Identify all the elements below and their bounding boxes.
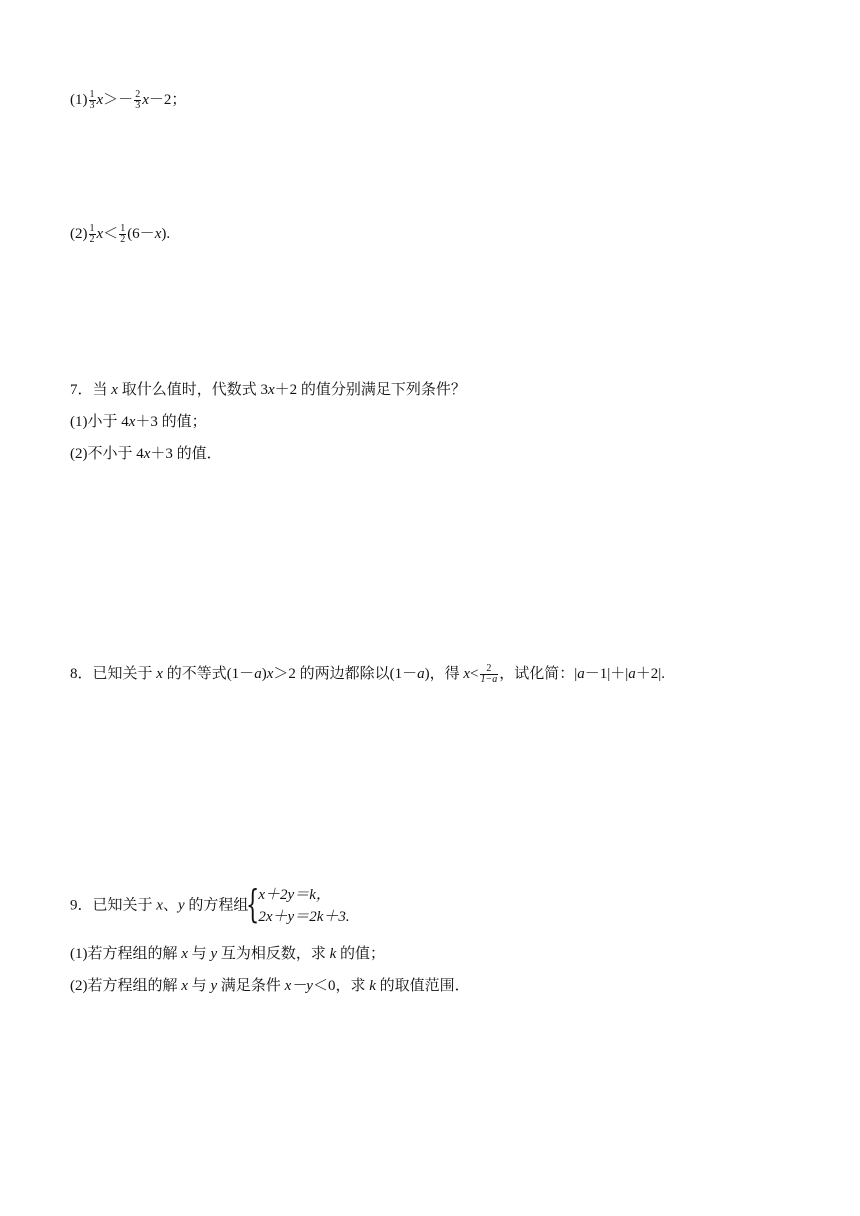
text: 的取值范围． bbox=[375, 978, 470, 994]
fraction bbox=[134, 90, 141, 111]
p7-stem bbox=[70, 380, 466, 400]
variable: x bbox=[181, 946, 188, 962]
variable: a bbox=[254, 666, 262, 682]
operator: ＞－ bbox=[103, 92, 134, 108]
operator: < bbox=[470, 666, 479, 682]
text: (2)不小于 4 bbox=[70, 446, 144, 462]
p9-sub1 bbox=[70, 944, 385, 964]
denominator: 1−a bbox=[480, 674, 498, 686]
variable: a bbox=[628, 666, 636, 682]
variable: x bbox=[143, 446, 151, 462]
denominator: 2 bbox=[120, 234, 126, 246]
variable: x bbox=[154, 226, 162, 242]
fraction bbox=[89, 224, 96, 245]
fraction bbox=[89, 90, 96, 111]
equation-2: 2x＋y＝2k＋3. bbox=[258, 909, 350, 925]
variable: y bbox=[210, 946, 218, 962]
numerator: 2 bbox=[480, 664, 499, 675]
variable: x bbox=[142, 92, 149, 108]
p7-sub2 bbox=[70, 444, 222, 464]
variable: a bbox=[417, 666, 425, 682]
part-label: (1) bbox=[70, 92, 88, 108]
part-label: (2) bbox=[70, 226, 88, 242]
text: (1)小于 4 bbox=[70, 414, 129, 430]
p8-stem bbox=[70, 664, 665, 685]
numerator: 2 bbox=[135, 89, 141, 101]
text: ＜0，求 bbox=[312, 978, 370, 994]
text: 与 bbox=[187, 946, 211, 962]
variable: x bbox=[156, 666, 163, 682]
text: 8．已知关于 bbox=[70, 666, 157, 682]
denominator: 2 bbox=[89, 234, 95, 246]
numerator: 1 bbox=[89, 223, 95, 235]
equation-system bbox=[248, 884, 349, 928]
text: 的值； bbox=[336, 946, 386, 962]
variable: x bbox=[266, 666, 274, 682]
text: －1|＋| bbox=[584, 666, 629, 682]
variable: k bbox=[369, 978, 376, 994]
text: )，得 bbox=[424, 666, 464, 682]
text: ＋2|. bbox=[635, 666, 666, 682]
paren-open: (6－ bbox=[127, 226, 155, 242]
variable: x bbox=[267, 382, 275, 398]
p6-part1 bbox=[70, 90, 186, 111]
p7-sub1 bbox=[70, 412, 207, 432]
variable: x bbox=[181, 978, 188, 994]
text: 与 bbox=[187, 978, 211, 994]
text: ＋3 的值． bbox=[150, 446, 222, 462]
numerator: 1 bbox=[120, 223, 126, 235]
fraction bbox=[480, 664, 499, 685]
text: 、 bbox=[162, 897, 178, 914]
left-brace: { bbox=[246, 882, 260, 926]
variable: y bbox=[210, 978, 218, 994]
text: ＞2 的两边都除以(1－ bbox=[273, 666, 418, 682]
p9-sub2 bbox=[70, 976, 470, 996]
text: ) bbox=[261, 666, 267, 682]
text: 取什么值时，代数式 3 bbox=[117, 382, 268, 398]
text: 9．已知关于 bbox=[70, 897, 157, 914]
operator: ＜ bbox=[103, 226, 119, 242]
variable: x bbox=[156, 897, 163, 914]
text: ＋2 的值分别满足下列条件？ bbox=[274, 382, 466, 398]
variable: y bbox=[177, 897, 185, 914]
text: 的不等式(1－ bbox=[162, 666, 255, 682]
text: ＋3 的值； bbox=[135, 414, 207, 430]
variable: x bbox=[463, 666, 471, 682]
numerator: 1 bbox=[89, 89, 95, 101]
expression-tail: ). bbox=[161, 226, 171, 242]
denominator: 3 bbox=[135, 100, 141, 112]
expression-tail: －2； bbox=[148, 92, 187, 108]
equation-1: x＋2y＝k， bbox=[258, 887, 331, 903]
p6-part2 bbox=[70, 224, 170, 245]
text: 互为相反数，求 bbox=[217, 946, 330, 962]
variable: x bbox=[96, 226, 104, 242]
fraction bbox=[119, 224, 126, 245]
denominator: 3 bbox=[89, 100, 95, 112]
expression: x－y bbox=[284, 978, 313, 994]
variable: x bbox=[128, 414, 136, 430]
text: 的方程组 bbox=[184, 897, 249, 914]
p9-stem bbox=[70, 884, 350, 928]
text: ，试化简：| bbox=[499, 666, 578, 682]
variable: x bbox=[111, 382, 118, 398]
variable: a bbox=[577, 666, 585, 682]
variable: k bbox=[329, 946, 337, 962]
text: (2)若方程组的解 bbox=[70, 978, 182, 994]
text: 满足条件 bbox=[217, 978, 285, 994]
text: (1)若方程组的解 bbox=[70, 946, 182, 962]
variable: x bbox=[96, 92, 104, 108]
text: 7．当 bbox=[70, 382, 112, 398]
